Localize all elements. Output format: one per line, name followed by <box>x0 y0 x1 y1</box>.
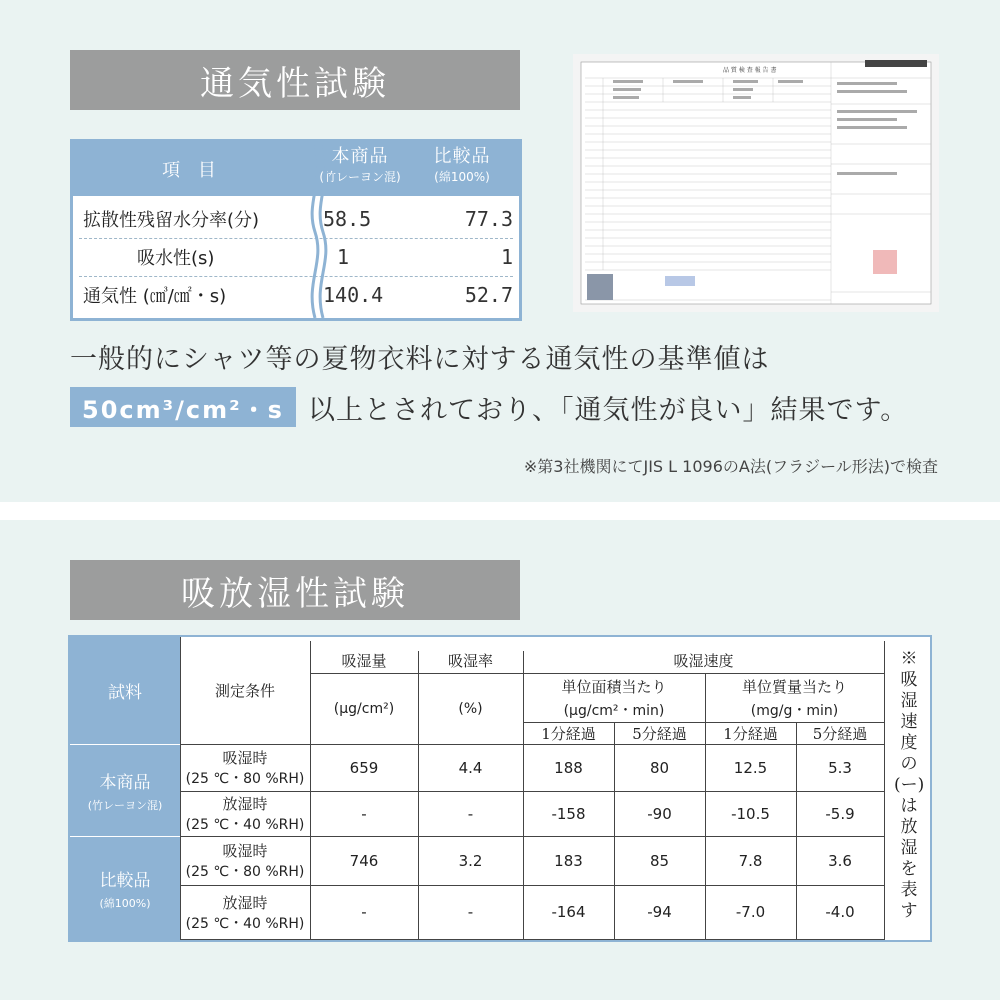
sample-comparison <box>70 836 180 940</box>
row-label: 拡散性残留水分率(分) <box>83 210 260 231</box>
header-area-1min: 1分経過 <box>541 724 596 743</box>
cell-area-5min: 80 <box>649 758 670 777</box>
cell-area-1min: 188 <box>554 758 583 777</box>
cell-mass-1min: 12.5 <box>733 758 768 777</box>
table-row <box>73 200 519 238</box>
test-method-note: ※第3社機関にてJIS L 1096のA法(フラジール形法)で検査 <box>523 457 938 476</box>
cell-mass-5min: 3.6 <box>828 851 852 870</box>
section-title-breathability: 通気性試験 <box>70 50 520 110</box>
cell-rate: - <box>467 903 474 921</box>
cell-rate: - <box>467 804 474 823</box>
cell-absorb: - <box>361 804 367 823</box>
row-condition <box>180 885 310 939</box>
header-mass: 単位質量当たり <box>741 677 847 696</box>
row-condition <box>180 836 310 885</box>
cell-area-1min: -158 <box>551 804 586 823</box>
header-area: 単位面積当たり <box>561 677 667 696</box>
moisture-table <box>68 635 932 942</box>
condition-type: 吸湿時 <box>222 842 268 860</box>
sample-product-name: 本商品 <box>99 772 151 793</box>
header-comparison-sub: (綿100%) <box>434 170 490 184</box>
header-sample: 試料 <box>108 683 142 703</box>
condition-type: 放湿時 <box>222 795 268 813</box>
condition-detail: (25 ℃・40 %RH) <box>185 817 305 833</box>
header-rate: 吸湿率 <box>447 651 493 670</box>
table-header <box>73 142 519 196</box>
table-row <box>73 276 519 314</box>
row-value-product: 140.4 <box>323 283 384 307</box>
sample-comparison-name: 比較品 <box>99 870 151 891</box>
wave-divider <box>303 142 333 318</box>
side-note: ※吸湿速度の(ー)は放湿を表す <box>894 649 925 921</box>
row-value-product: 1 <box>337 245 350 269</box>
paragraph-line2-text: 以上とされており、「通気性が良い」結果です。 <box>307 394 909 426</box>
row-label: 吸水性(s) <box>137 248 215 269</box>
cell-absorb: - <box>361 903 367 921</box>
standard-value-highlight: 50cm³/cm²・s <box>70 387 296 427</box>
breathability-paragraph-line1: 一般的にシャツ等の夏物衣料に対する通気性の基準値は <box>70 344 770 375</box>
cell-area-1min: 183 <box>554 851 583 870</box>
sample-comparison-sub: (綿100%) <box>99 896 151 910</box>
row-value-comparison: 77.3 <box>464 207 513 231</box>
grid-line <box>180 939 884 940</box>
cell-mass-1min: -10.5 <box>731 804 770 823</box>
header-item: 項 目 <box>162 160 222 181</box>
cell-area-1min: -164 <box>551 903 586 921</box>
header-comparison <box>410 146 514 194</box>
condition-type: 放湿時 <box>222 893 268 912</box>
cell-rate: 4.4 <box>458 758 483 777</box>
header-speed: 吸湿速度 <box>673 651 734 670</box>
header-area-5min: 5分経過 <box>632 724 687 743</box>
breathability-paragraph-line2 <box>70 386 908 428</box>
cell-mass-1min: 7.8 <box>738 851 763 870</box>
report-title: 品 質 検 査 報 告 書 <box>723 67 777 74</box>
row-condition <box>180 791 310 836</box>
inspection-report-image <box>573 54 939 312</box>
cell-mass-1min: -7.0 <box>735 903 766 921</box>
header-product-name: 本商品 <box>331 146 389 167</box>
row-value-comparison: 52.7 <box>464 283 513 307</box>
cell-absorb: 746 <box>349 851 379 870</box>
sample-product-sub: (竹レーヨン混) <box>87 798 163 812</box>
header-rate-unit: (%) <box>458 700 483 717</box>
header-absorb: 吸湿量 <box>341 651 387 670</box>
row-condition <box>180 744 310 791</box>
sample-product <box>70 744 180 836</box>
header-absorb-unit: (μg/cm²) <box>333 700 395 717</box>
header-area-unit: (μg/cm²・min) <box>563 702 665 719</box>
cell-mass-5min: 5.3 <box>828 758 852 777</box>
section-separator <box>0 502 1000 520</box>
header-mass-5min: 5分経過 <box>812 724 868 743</box>
condition-type: 吸湿時 <box>222 749 268 767</box>
row-value-comparison: 1 <box>500 245 513 269</box>
cell-area-5min: -94 <box>647 903 672 921</box>
condition-detail: (25 ℃・80 %RH) <box>185 864 305 880</box>
row-label: 通気性 (㎤/㎠・s) <box>83 286 227 307</box>
cell-mass-5min: -5.9 <box>825 804 855 823</box>
section-title-moisture: 吸放湿性試験 <box>70 560 520 620</box>
breathability-table <box>70 139 522 321</box>
cell-rate: 3.2 <box>458 851 483 870</box>
condition-detail: (25 ℃・80 %RH) <box>185 771 305 787</box>
cell-area-5min: -90 <box>647 804 672 823</box>
cell-area-5min: 85 <box>649 851 670 870</box>
table-row <box>73 238 519 276</box>
cell-absorb: 659 <box>349 758 379 777</box>
header-comparison-name: 比較品 <box>433 146 491 167</box>
header-condition: 測定条件 <box>214 682 275 700</box>
row-value-product: 58.5 <box>323 207 372 231</box>
condition-detail: (25 ℃・40 %RH) <box>185 915 305 932</box>
grid-line <box>884 641 885 940</box>
header-product-sub: (竹レーヨン混) <box>319 170 401 184</box>
header-mass-unit: (mg/g・min) <box>750 702 839 719</box>
cell-mass-5min: -4.0 <box>825 903 855 921</box>
header-mass-1min: 1分経過 <box>723 724 778 743</box>
